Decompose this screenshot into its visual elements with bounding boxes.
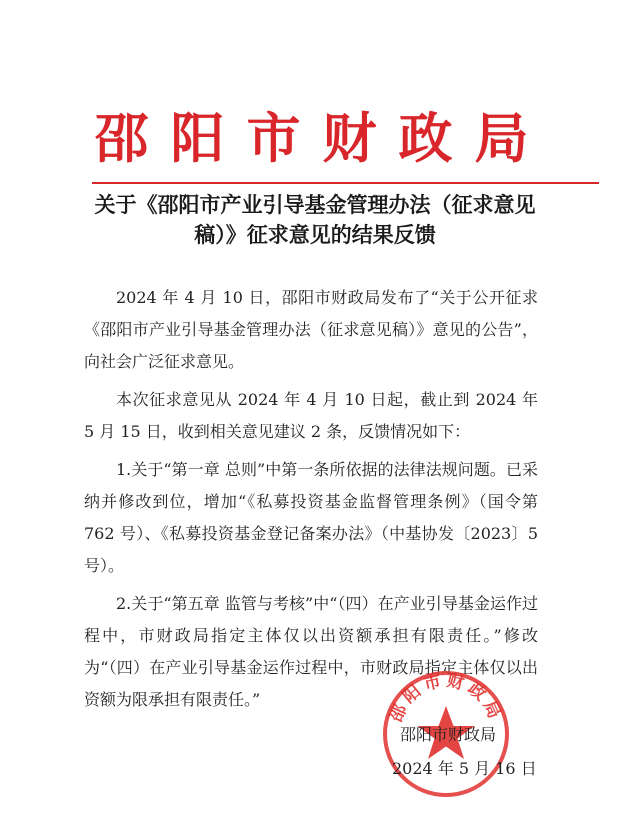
body-paragraph-2: 本次征求意见从 2024 年 4 月 10 日起，截止到 2024 年 5 月 15 日，收到相关意见建议 2 条，反馈情况如下： bbox=[84, 390, 538, 441]
body-paragraph-1: 2024 年 4 月 10 日，邵阳市财政局发布了“关于公开征求《邵阳市产业引导基金管理办法（征求意见稿）》意见的公告”，向社会广泛征求意见。 bbox=[84, 288, 538, 371]
document-title-line-2: 稿）》征求意见的结果反馈 bbox=[194, 223, 436, 247]
header-divider-line bbox=[92, 182, 599, 184]
body-paragraph-3: 1.关于“第一章 总则”中第一条所依据的法律法规问题。已采纳并修改到位，增加“《私募投资基金监督管理条例》（国令第 762 号）、《私募投资基金登记备案办法》（中基协发〔2023〕5 号）。 bbox=[84, 460, 538, 575]
signature-organization: 邵阳市财政局 bbox=[400, 725, 497, 744]
document-title-line-1: 关于《邵阳市产业引导基金管理办法（征求意见 bbox=[94, 193, 536, 217]
document-body bbox=[84, 282, 538, 722]
agency-header-title: 邵阳市财政局 bbox=[94, 106, 551, 170]
document-title bbox=[70, 190, 560, 250]
body-paragraph-4: 2.关于“第五章 监管与考核”中“（四）在产业引导基金运作过程中，市财政局指定主体仅以出资额承担有限责任。”修改为“（四）在产业引导基金运作过程中，市财政局指定主体仅以出资额为限承担有限责任。” bbox=[84, 594, 538, 709]
svg-text:邵阳市财政局: 邵阳市财政局 bbox=[386, 670, 506, 726]
signature-date: 2024 年 5 月 16 日 bbox=[392, 759, 537, 778]
